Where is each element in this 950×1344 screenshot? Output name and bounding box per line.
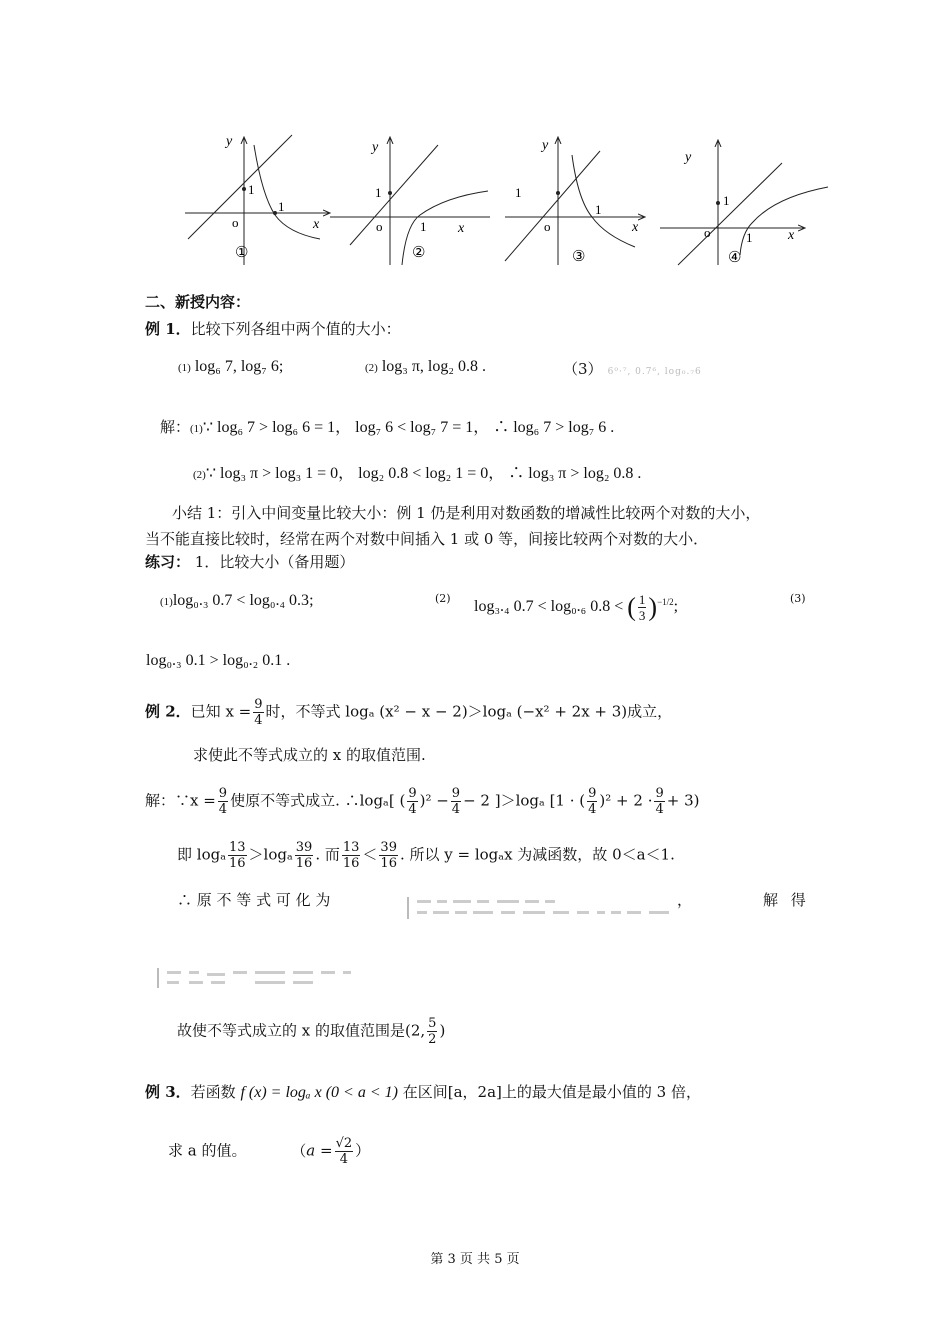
ex2-ans-den: 2 <box>428 1032 437 1047</box>
example-2-label: 例 2． <box>145 702 191 721</box>
graph-2-tick-y: 1 <box>375 185 382 200</box>
ex2-sol-b: 使原不等式成立. ∴logₐ[ ( <box>230 791 406 810</box>
ex2-text-a: 已知 x = <box>190 702 252 721</box>
graph-3-origin: o <box>544 219 551 234</box>
graph-3-tick-y: 1 <box>515 185 522 200</box>
ex2-sol-frac4-num: 9 <box>588 786 597 801</box>
q1-end: ; <box>309 592 314 609</box>
page-footer: 第 3 页 共 5 页 <box>430 1252 520 1267</box>
part-3-number: （3） <box>563 360 603 378</box>
part-1-number: (1) <box>178 362 191 374</box>
ex2-x-num: 9 <box>254 697 263 712</box>
ex2-l3-d: ＜ <box>362 845 378 864</box>
graph-2-caption: ② <box>412 245 426 261</box>
graph-3-caption: ③ <box>572 249 586 265</box>
summary-line-1: 小结 1：引入中间变量比较大小：例 1 仍是利用对数函数的增减性比较两个对数的大小， <box>172 504 761 522</box>
example-2-transform-text: ∴ 原 不 等 式 可 化 为 <box>177 891 331 909</box>
example-2-line-1 <box>145 697 672 728</box>
ex2-sol-frac1-num: 9 <box>218 786 228 801</box>
graph-4-y: y <box>685 150 692 165</box>
example-3-line-2 <box>168 1136 370 1167</box>
graphs-figure <box>180 125 840 270</box>
ex3-ans-num: √2 <box>335 1136 353 1151</box>
example-1-part-2 <box>365 358 486 376</box>
graph-3-y: y <box>542 138 549 153</box>
q3-end: . <box>286 652 291 669</box>
ex2-f13-num: 13 <box>229 840 246 855</box>
ex3-ans-lhs: a = <box>306 1141 333 1160</box>
ex2-f13-den: 16 <box>229 856 246 871</box>
ex2-sol-frac1-den: 4 <box>218 802 228 817</box>
example-1-label: 例 1． <box>145 320 191 338</box>
q2-frac-den: 3 <box>638 608 646 623</box>
ex2-f39b-num: 39 <box>380 840 397 855</box>
ex2-sol-frac5-den: 4 <box>655 802 664 817</box>
solution-1-number: (1) <box>190 423 203 435</box>
graph-2-origin: o <box>376 219 383 234</box>
practice-text: 1．比较大小（备用题） <box>190 553 355 571</box>
q2-number: (2) <box>435 592 451 605</box>
ex2-sol-frac5-num: 9 <box>655 786 664 801</box>
ex2-sol-frac2-den: 4 <box>408 802 417 817</box>
example-2-solution-1 <box>145 786 699 817</box>
ex2-f13b-den: 16 <box>342 856 360 871</box>
practice-q1 <box>160 592 314 610</box>
graph-4-tick-x: 1 <box>746 230 753 245</box>
ex2-f39-num: 39 <box>295 840 313 855</box>
ex2-solve-text: 解 得 <box>763 891 810 909</box>
solution-2: ∵ log₃ π > log₃ 1 = 0， log₂ 0.8 < log₂ 1 = 0， ∴ log₃ π > log₂ 0.8 . <box>205 465 642 482</box>
graph-1 <box>185 134 330 265</box>
ex3-line2-text: 求 a 的值。 <box>168 1141 247 1160</box>
graph-3 <box>505 137 645 265</box>
section-title: 二、新授内容： <box>145 293 251 311</box>
graph-4-tick-y: 1 <box>723 193 730 208</box>
q1-expr: log₀.₃ 0.7 < log₀.₄ 0.3 <box>172 592 310 609</box>
example-2-solution-2 <box>177 840 675 871</box>
example-1-solution-2 <box>193 460 641 483</box>
solution-1: ∵ log₆ 7 > log₆ 6 = 1， log₇ 6 < log₇ 7 = 1， ∴ log₆ 7 > log₇ 6 . <box>202 419 615 436</box>
graph-2-y: y <box>372 140 379 155</box>
q2-exponent: −1/2 <box>657 597 674 608</box>
practice-heading <box>145 551 354 572</box>
graph-4-caption: ④ <box>728 250 742 266</box>
example-1-part-3 <box>563 358 702 379</box>
ex2-ans-close: ) <box>439 1021 446 1040</box>
ex3-text-b: 在区间[a，2a]上的最大值是最小值的 3 倍， <box>402 1083 701 1101</box>
ex2-sol-d: − 2 ]＞logₐ [1 · ( <box>463 791 586 810</box>
ex2-l3-b: ＞logₐ <box>248 845 293 864</box>
ex2-ans-num: 5 <box>428 1016 437 1031</box>
ex2-l3-c: . 而 <box>315 845 340 864</box>
example-1-solution-1 <box>160 414 614 437</box>
part-2-end: . <box>481 358 486 375</box>
graph-2 <box>330 137 490 265</box>
graph-2-x: x <box>458 221 465 236</box>
example-1-text: 比较下列各组中两个值的大小： <box>190 320 401 338</box>
q2-expr: log₃.₄ 0.7 < log₀.₆ 0.8 < <box>474 598 624 616</box>
example-3-label: 例 3． <box>145 1083 191 1101</box>
graph-3-x: x <box>632 220 639 235</box>
part-1-expr: log₆ 7, log₇ 6 <box>194 358 279 375</box>
q3-expr: log₀.₃ 0.1 > log₀.₂ 0.1 <box>146 652 283 669</box>
solution-2-number: (2) <box>193 469 206 481</box>
part-2-expr: log₃ π, log₂ 0.8 <box>381 358 478 375</box>
example-3-line-1 <box>145 1081 701 1102</box>
q2-frac-num: 1 <box>638 592 646 607</box>
ex2-sol-frac4-den: 4 <box>588 802 597 817</box>
graph-1-y: y <box>226 134 233 149</box>
ex2-l3-a: 即 logₐ <box>177 845 226 864</box>
ex2-ans-open: (2, <box>405 1021 426 1040</box>
ex2-sol-f: + 3) <box>666 791 700 810</box>
ex2-f39-den: 16 <box>295 856 313 871</box>
ex3-ans-den: 4 <box>339 1152 348 1167</box>
graph-4 <box>660 140 828 266</box>
ex2-x-den: 4 <box>254 713 263 728</box>
practice-label: 练习： <box>145 553 191 571</box>
practice-q2: log₃.₄ 0.7 < log₀.₆ 0.8 < ( $\frac{1}{3}$ )$^{-1/2}$; <box>474 592 679 623</box>
ex2-sol-frac3-num: 9 <box>451 786 461 801</box>
ex3-ans-close: ） <box>355 1141 371 1160</box>
graph-4-origin: o <box>704 225 711 240</box>
ex2-f13b-num: 13 <box>342 840 360 855</box>
q2-end: ; <box>673 598 679 616</box>
graph-4-x: x <box>788 228 795 243</box>
ex3-ans-open: （ <box>291 1141 307 1160</box>
practice-q3 <box>146 652 290 670</box>
ex2-f39b-den: 16 <box>380 856 397 871</box>
ex2-sol-c: )² − <box>419 791 449 810</box>
part-2-number: (2) <box>365 362 378 374</box>
graph-1-tick-x: 1 <box>278 199 285 214</box>
ex2-text-b: 时，不等式 logₐ (x² − x − 2)＞logₐ (−x² + 2x + 3)成立， <box>265 702 673 721</box>
ex2-sol-frac3-den: 4 <box>451 802 461 817</box>
ex2-sol-e: )² + 2 · <box>599 791 653 810</box>
ex3-function: f (x) = logₐ x (0 < a < 1) <box>240 1084 398 1101</box>
ex2-comma: ， <box>677 891 693 909</box>
q1-number: (1) <box>160 596 173 608</box>
ex2-ans-text: 故使不等式成立的 x 的取值范围是 <box>177 1021 405 1040</box>
example-2-answer <box>177 1016 445 1047</box>
summary-line-2: 当不能直接比较时，经常在两个对数中间插入 1 或 0 等，间接比较两个对数的大小． <box>145 530 709 548</box>
part-1-end: ; <box>278 358 284 375</box>
ex2-l3-e: . 所以 y = logₐx 为减函数，故 0＜a＜1. <box>399 845 675 864</box>
solution-label: 解： <box>160 420 191 436</box>
faded-inequality-system <box>405 895 675 921</box>
q3-number: (3) <box>790 592 806 605</box>
graph-3-tick-x: 1 <box>595 202 602 217</box>
example-1-part-1 <box>178 358 283 376</box>
graph-2-tick-x: 1 <box>420 219 427 234</box>
graph-1-caption: ① <box>235 245 249 261</box>
graph-1-tick-y: 1 <box>248 182 255 197</box>
ex3-text-a: 若函数 <box>190 1083 236 1101</box>
ex2-sol-a: 解：∵x = <box>145 791 216 810</box>
example-1-heading <box>145 318 401 339</box>
faded-solution-range <box>155 965 395 991</box>
part-3-expr: 6⁰·⁷, 0.7⁶, log₀.₇6 <box>607 367 702 377</box>
graph-1-origin: o <box>232 215 239 230</box>
example-2-line-2: 求使此不等式成立的 x 的取值范围. <box>193 746 426 764</box>
ex2-sol-frac2-num: 9 <box>408 786 417 801</box>
graph-1-x: x <box>313 217 320 232</box>
